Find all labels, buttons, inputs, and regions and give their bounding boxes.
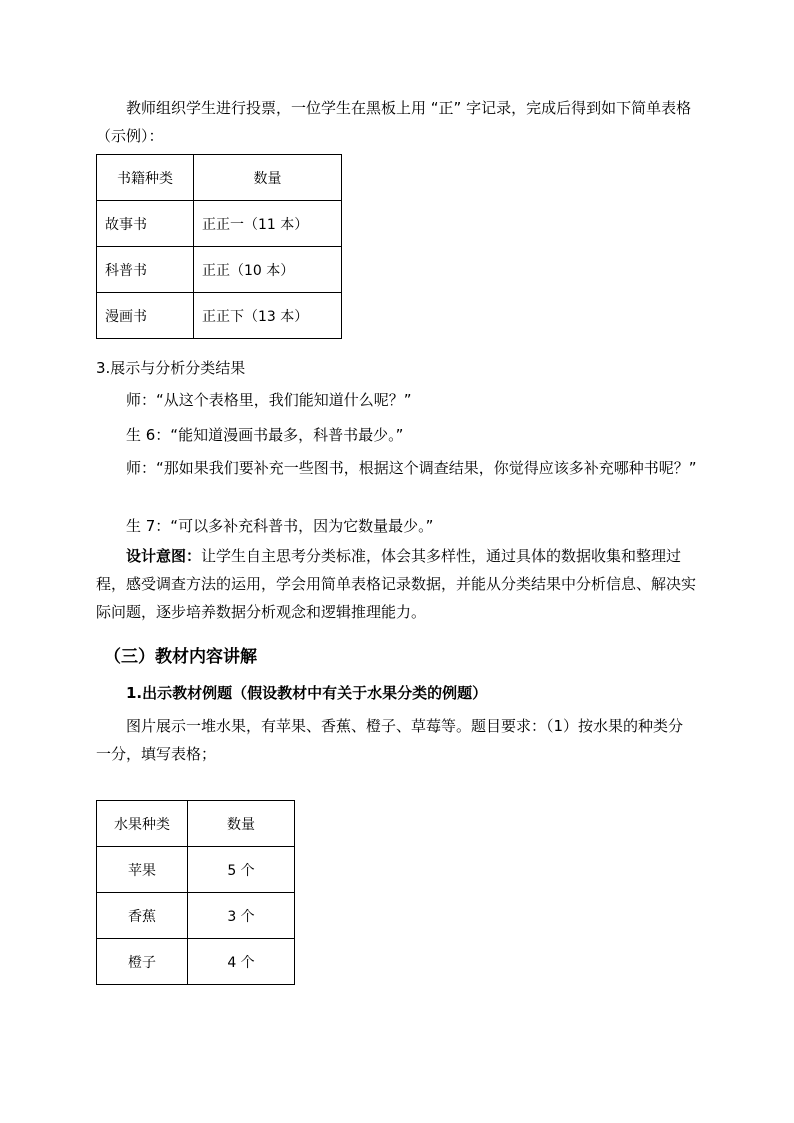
example-title: 1.出示教材例题（假设教材中有关于水果分类的例题） <box>126 684 488 702</box>
intro-paragraph: 教师组织学生进行投票，一位学生在黑板上用 “正” 字记录，完成后得到如下简单表格（示例）： <box>96 99 692 145</box>
section-title: 3.展示与分析分类结果 <box>96 359 246 377</box>
fruit-table <box>96 800 295 985</box>
book-table <box>96 154 342 339</box>
table-row <box>97 847 295 893</box>
table-cell: 3 个 <box>188 893 295 939</box>
table-row <box>97 201 342 247</box>
table-header: 数量 <box>188 801 295 847</box>
table-row <box>97 247 342 293</box>
design-intent-label: 设计意图： <box>126 547 202 565</box>
table-cell: 苹果 <box>97 847 188 893</box>
table-cell: 5 个 <box>188 847 295 893</box>
table-cell: 正正下（13 本） <box>194 293 342 339</box>
table-row <box>97 801 295 847</box>
dialogue-line: 生 6：“能知道漫画书最多，科普书最少。” <box>126 426 404 444</box>
table-header: 数量 <box>194 155 342 201</box>
table-header: 水果种类 <box>97 801 188 847</box>
table-cell: 橙子 <box>97 939 188 985</box>
table-cell: 正正一（11 本） <box>194 201 342 247</box>
table-cell: 正正（10 本） <box>194 247 342 293</box>
design-intent-text: 让学生自主思考分类标准，体会其多样性，通过具体的数据收集和整理过程，感受调查方法的运用，学会用简单表格记录数据，并能从分类结果中分析信息、解决实际问题，逐步培养数据分析观念和逻辑推理能力。 <box>96 547 697 621</box>
table-header: 书籍种类 <box>97 155 194 201</box>
dialogue-line: 师：“从这个表格里，我们能知道什么呢？” <box>126 391 412 409</box>
dialogue-line: 生 7：“可以多补充科普书，因为它数量最少。” <box>126 517 434 535</box>
design-intent-paragraph <box>96 542 698 626</box>
table-cell: 4 个 <box>188 939 295 985</box>
table-cell: 科普书 <box>97 247 194 293</box>
table-cell: 漫画书 <box>97 293 194 339</box>
table-row <box>97 893 295 939</box>
table-cell: 香蕉 <box>97 893 188 939</box>
table-row <box>97 939 295 985</box>
table-cell: 故事书 <box>97 201 194 247</box>
dialogue-line: 师：“那如果我们要补充一些图书，根据这个调查结果，你觉得应该多补充哪种书呢？” <box>126 459 697 477</box>
table-row <box>97 155 342 201</box>
example-paragraph: 图片展示一堆水果，有苹果、香蕉、橙子、草莓等。题目要求：（1）按水果的种类分一分，填写表格； <box>96 717 684 763</box>
table-row <box>97 293 342 339</box>
section-heading: （三）教材内容讲解 <box>104 647 257 667</box>
